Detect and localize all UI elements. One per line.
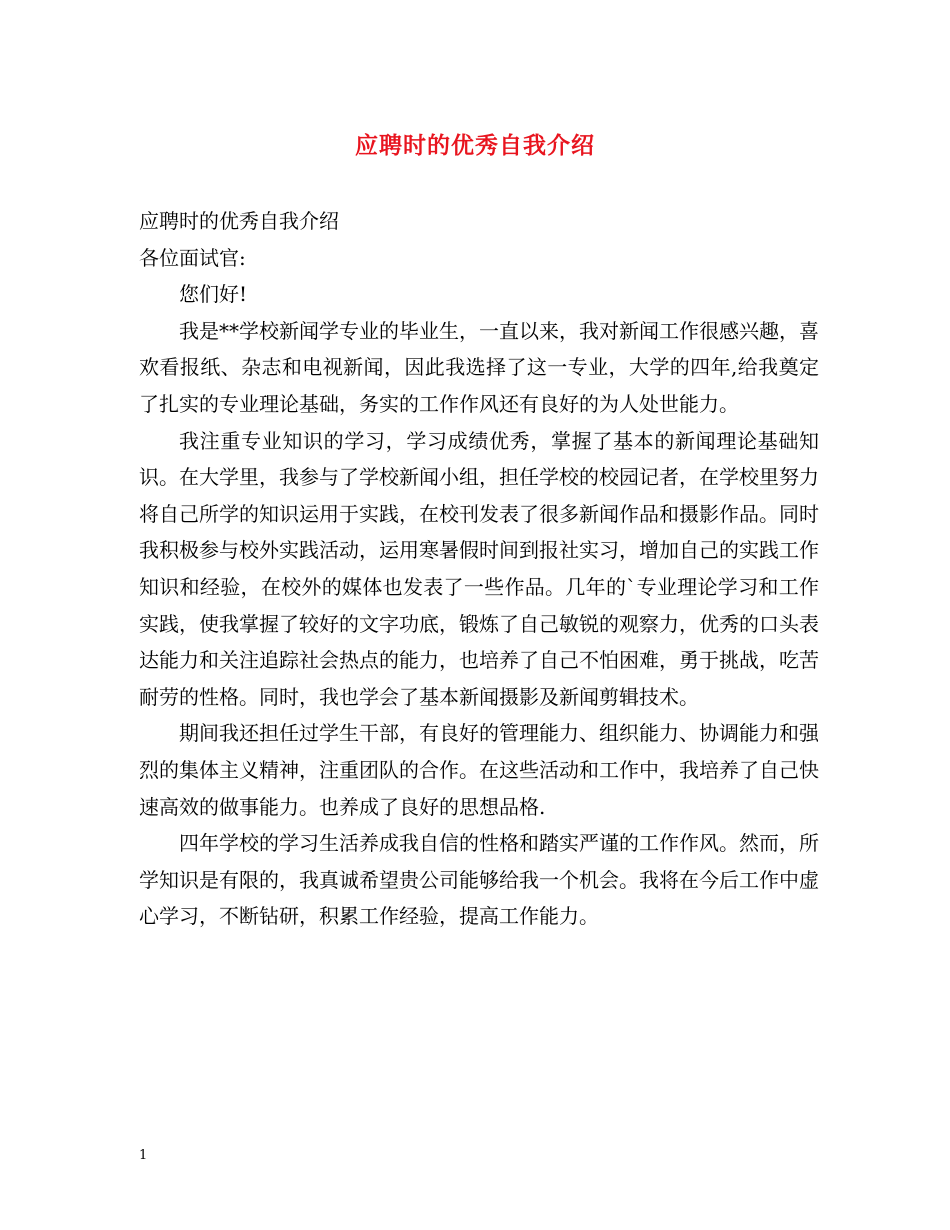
document-body — [139, 203, 819, 935]
paragraph-1: 我是**学校新闻学专业的毕业生，一直以来，我对新闻工作很感兴趣，喜欢看报纸、杂志和电视新闻，因此我选择了这一专业，大学的四年,给我奠定了扎实的专业理论基础，务实的工作作风还有良好的为人处世能力。 — [139, 318, 819, 416]
body-heading: 应聘时的优秀自我介绍 — [139, 209, 339, 233]
paragraph-4: 四年学校的学习生活养成我自信的性格和踏实严谨的工作作风。然而，所学知识是有限的，我真诚希望贵公司能够给我一个机会。我将在今后工作中虚心学习，不断钻研，积累工作经验，提高工作能力。 — [139, 831, 819, 929]
page-number: 1 — [139, 1148, 148, 1163]
paragraph-3: 期间我还担任过学生干部，有良好的管理能力、组织能力、协调能力和强烈的集体主义精神，注重团队的合作。在这些活动和工作中，我培养了自己快速高效的做事能力。也养成了良好的思想品格. — [139, 721, 819, 819]
paragraph-2: 我注重专业知识的学习，学习成绩优秀，掌握了基本的新闻理论基础知识。在大学里，我参与了学校新闻小组，担任学校的校园记者，在学校里努力将自己所学的知识运用于实践，在校刊发表了很多新闻作品和摄影作品。同时我积极参与校外实践活动，运用寒暑假时间到报社实习，增加自己的实践工作知识和经验，在校外的媒体也发表了一些作品。几年的`专业理论学习和工作实践，使我掌握了较好的文字功底，锻炼了自己敏锐的观察力，优秀的口头表达能力和关注追踪社会热点的能力，也培养了自己不怕困难，勇于挑战，吃苦耐劳的性格。同时，我也学会了基本新闻摄影及新闻剪辑技术。 — [139, 428, 819, 709]
document-title: 应聘时的优秀自我介绍 — [355, 132, 595, 159]
greeting: 您们好! — [179, 282, 248, 307]
salutation: 各位面试官: — [139, 245, 246, 270]
